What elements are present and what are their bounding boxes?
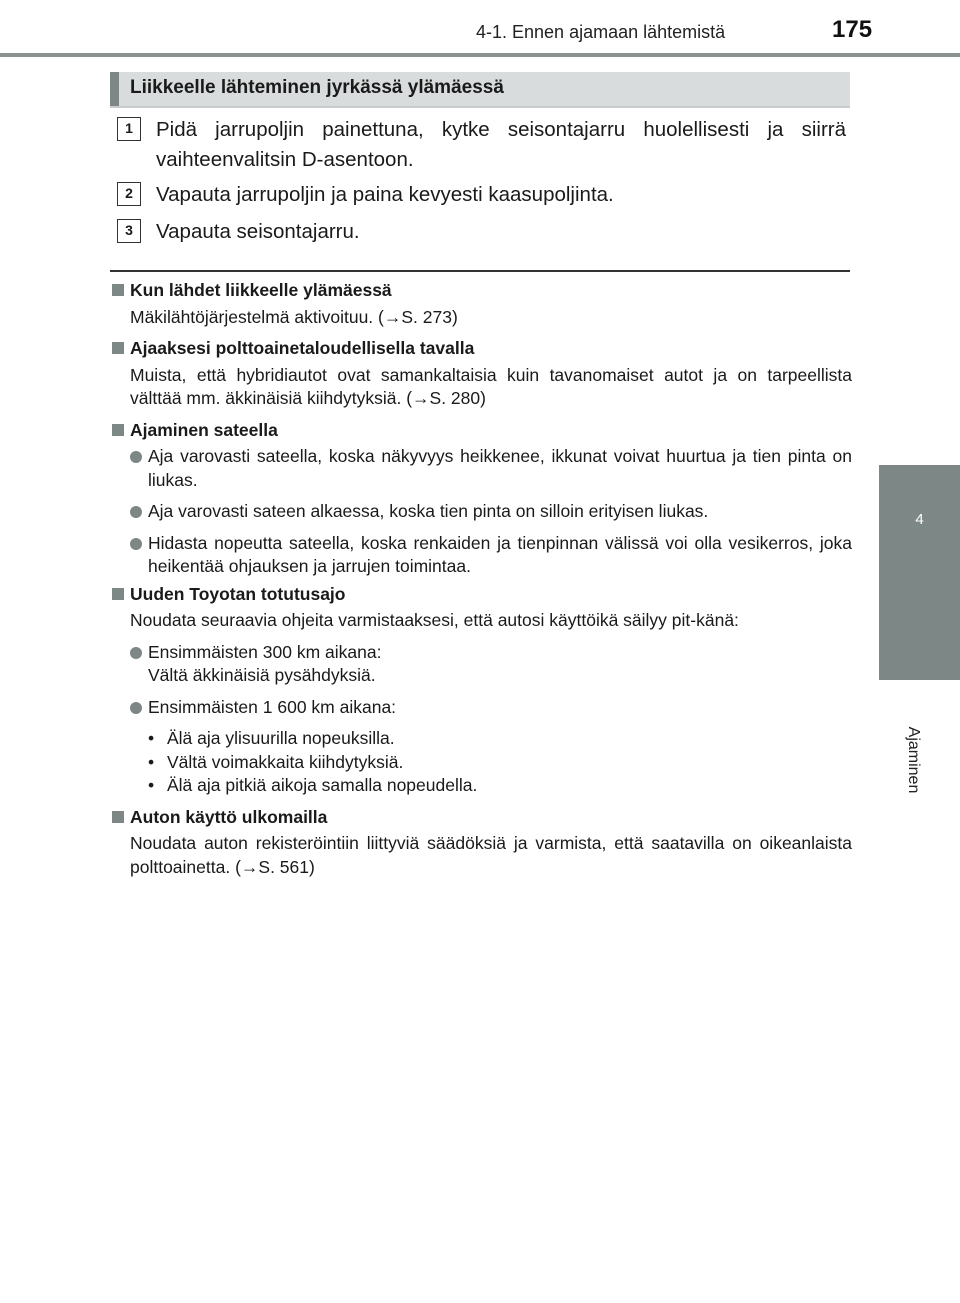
section-paragraph: Mäkilähtöjärjestelmä aktivoituu. (→S. 273): [130, 306, 458, 327]
section-heading: [110, 337, 852, 361]
sub-list-text: Vältä voimakkaita kiihdytyksiä.: [167, 751, 404, 772]
bullet-text-line2: Vältä äkkinäisiä pysähdyksiä.: [148, 665, 376, 685]
step-number-2: 2: [117, 182, 141, 206]
section-heading-text: Ajaaksesi polttoainetaloudellisella tavalla: [130, 338, 475, 358]
step-text-2: Vapauta jarrupoljin ja paina kevyesti kaasupoljinta.: [156, 183, 614, 206]
page-number: 175: [832, 16, 873, 43]
section-title-bar: [110, 72, 850, 106]
chapter-number: 4: [915, 511, 924, 528]
bullet-point: •: [148, 751, 155, 772]
bullet-text: Hidasta nopeutta sateella, koska renkaiden ja tienpinnan välissä voi olla vesikerros, joka heikentää ohjauksen ja jarrujen toimintaa.: [148, 532, 852, 576]
circle-bullet-icon: [130, 702, 142, 714]
square-icon: [112, 424, 124, 436]
section-heading-text: Ajaminen sateella: [130, 419, 278, 440]
section-divider: [110, 270, 850, 272]
section-paragraph: Noudata auton rekisteröintiin liittyviä säädöksiä ja varmista, että saatavilla on oikeanlaista polttoainetta. (→S. 561): [130, 833, 852, 877]
chapter-tab: [879, 465, 960, 680]
square-icon: [112, 811, 124, 823]
bullet-point: •: [148, 728, 155, 748]
section-heading-text: Uuden Toyotan totutusajo: [130, 583, 346, 604]
circle-bullet-icon: [130, 647, 142, 659]
section-title: Liikkeelle lähteminen jyrkässä ylämäessä: [130, 77, 504, 98]
chapter-label-wrap: [883, 700, 943, 820]
section-heading: [110, 583, 852, 607]
step-number-3: 3: [117, 219, 141, 243]
bullet-item: [110, 500, 852, 524]
sub-list-text: Älä aja ylisuurilla nopeuksilla.: [167, 728, 395, 748]
bullet-item: [110, 641, 852, 688]
bullet-text: Aja varovasti sateella, koska näkyvyys heikkenee, ikkunat voivat huurtua ja tien pinta on liukas.: [148, 446, 852, 490]
header-section-title: 4-1. Ennen ajamaan lähtemistä: [476, 22, 726, 42]
bullet-text: Ensimmäisten 1 600 km aikana:: [148, 696, 397, 717]
bullet-point: •: [148, 775, 155, 795]
bullet-item: [110, 445, 852, 492]
square-icon: [112, 342, 124, 354]
section-paragraph: Noudata seuraavia ohjeita varmistaaksesi, että autosi käyttöikä säilyy pit-känä:: [130, 610, 739, 630]
sub-list-item: [148, 727, 852, 751]
chapter-label: Ajaminen: [905, 726, 922, 794]
section-heading: [110, 279, 852, 303]
header-rule: [0, 53, 960, 57]
circle-bullet-icon: [130, 451, 142, 463]
circle-bullet-icon: [130, 538, 142, 550]
title-underline: [110, 106, 850, 108]
bullet-item: [110, 532, 852, 579]
section-heading: [110, 419, 852, 443]
step-text-1: Pidä jarrupoljin painettuna, kytke seisontajarru huolellisesti ja siirrä vaihteenvalitsin D-asentoon.: [156, 118, 846, 171]
step-text-3: Vapauta seisontajarru.: [156, 220, 360, 243]
step-number-1: 1: [117, 117, 141, 141]
bullet-text: Ensimmäisten 300 km aikana:: [148, 641, 382, 662]
bullet-item: [110, 696, 852, 720]
bullet-text: Aja varovasti sateen alkaessa, koska tien pinta on silloin erityisen liukas.: [148, 501, 709, 521]
section-heading-text: Kun lähdet liikkeelle ylämäessä: [130, 280, 392, 300]
section-heading: [110, 806, 852, 830]
circle-bullet-icon: [130, 506, 142, 518]
sub-list-item: [148, 774, 852, 798]
section-paragraph: Muista, että hybridiautot ovat samankaltaisia kuin tavanomaiset autot ja on tarpeellista välttää mm. äkkinäisiä kiihdytyksiä. (→S. 280): [130, 364, 852, 408]
sub-list-item: [148, 751, 852, 775]
sub-list-text: Älä aja pitkiä aikoja samalla nopeudella.: [167, 775, 478, 795]
square-icon: [112, 588, 124, 600]
sub-list: [110, 727, 852, 798]
square-icon: [112, 284, 124, 296]
info-content: [110, 279, 852, 887]
section-heading-text: Auton käyttö ulkomailla: [130, 806, 328, 827]
title-marker: [110, 72, 119, 106]
